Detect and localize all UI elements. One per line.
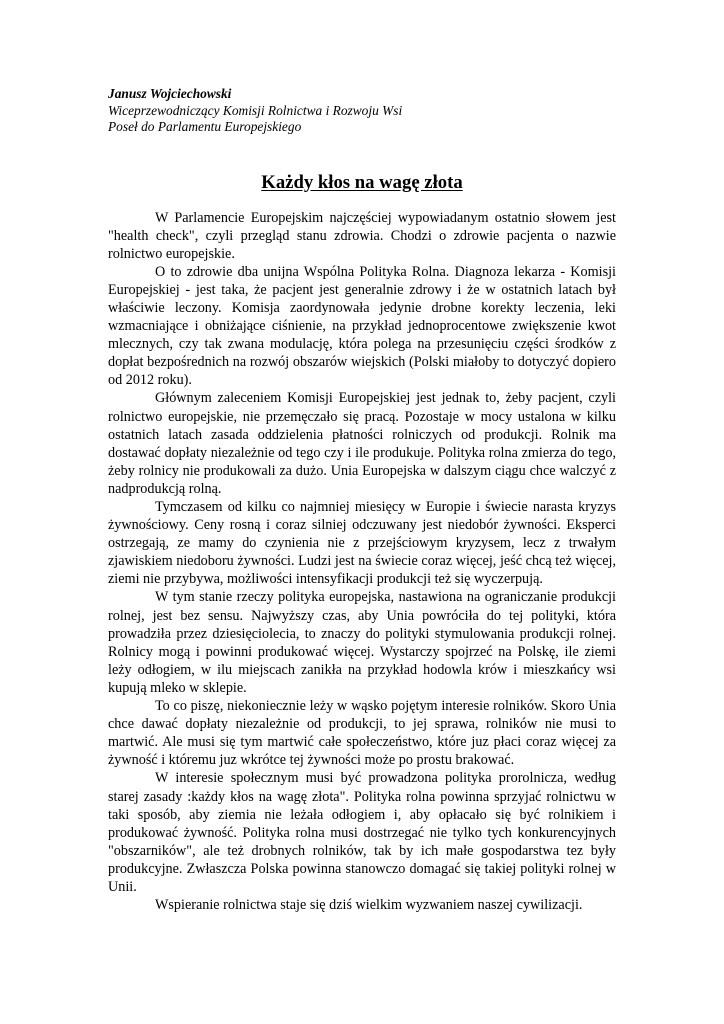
paragraph-7: W interesie społecznym musi być prowadzona polityka prorolnicza, według starej zasady :każdy kłos na wagę złota". Polityka rolna powinna sprzyjać rolnictwu w taki sposób, aby ziemia nie leżała odłogiem i, aby opłacało się być rolnikiem i produkować żywność. Polityka rolna musi dostrzegać nie tylko tych konkurencyjnych "obszarników", ale też drobnych rolników, tak by ich małe gospodarstwa tez były produkcyjne. Zwłaszcza Polska powinna stanowczo domagać się takiej polityki rolnej w Unii.: [108, 770, 616, 895]
author-block: [108, 86, 616, 136]
author-name: Janusz Wojciechowski: [108, 86, 232, 101]
document-page: [108, 86, 616, 914]
paragraph-8: Wspieranie rolnictwa staje się dziś wielkim wyzwaniem naszej cywilizacji.: [155, 897, 583, 914]
paragraph-3: Głównym zaleceniem Komisji Europejskiej jest jednak to, żeby pacjent, czyli rolnictwo europejskie, nie przemęczało się pracą. Pozostaje w mocy ustalona w kilku ostatnich latach zasada oddzielenia płatności rolniczych od produkcji. Rolnik ma dostawać dopłaty niezależnie od tego czy i ile produkuje. Polityka rolna zmierza do tego, żeby rolnicy nie produkowali za dużo. Unia Europejska w dalszym ciągu chce walczyć z nadprodukcją rolną.: [108, 390, 616, 497]
article-title: Każdy kłos na wagę złota: [261, 171, 463, 193]
paragraph-2: O to zdrowie dba unijna Wspólna Polityka Rolna. Diagnoza lekarza - Komisji Europejskiej - jest taka, że pacjent jest generalnie zdrowy i że w ostatnich latach był właściwie leczony. Komisja zaordynowała jedynie drobne korekty leczenia, leki wzmacniające i obniżające ciśnienie, na przykład jednoprocentowe zwiększenie kwot mlecznych, czy tak zwana modulację, która polega na przesunięciu części środków z dopłat bezpośrednich na rozwój obszarów wiejskich (Polski miałoby to dotyczyć dopiero od 2012 roku).: [108, 263, 616, 389]
paragraph-5: W tym stanie rzeczy polityka europejska, nastawiona na ograniczanie produkcji rolnej, jest bez sensu. Najwyższy czas, aby Unia powróciła do tej polityki, która prowadziła przez dziesięciolecia, to znaczy do polityki stymulowania produkcji rolnej. Rolnicy mogą i powinni produkować więcej. Wystarczy spojrzeć na Polskę, ile ziemi leży odłogiem, w ilu miejscach zanikła na przykład hodowla krów i mieszkańcy wsi kupują mleko w sklepie.: [108, 589, 616, 696]
paragraph-1: W Parlamencie Europejskim najczęściej wypowiadanym ostatnio słowem jest "health check", czyli przegląd stanu zdrowia. Chodzi o zdrowie pacjenta o nazwie rolnictwo europejskie.: [108, 209, 616, 262]
author-role-parliament: Poseł do Parlamentu Europejskiego: [108, 119, 302, 134]
paragraph-6: To co piszę, niekoniecznie leży w wąsko pojętym interesie rolników. Skoro Unia chce dawać dopłaty niezależnie od produkcji, to jej sprawa, rolników nie musi to martwić. Ale musi się tym martwić całe społeczeństwo, które juz płaci coraz więcej za żywność i któremu juz wkrótce tej żywności może po prostu brakować.: [108, 698, 616, 769]
paragraph-4: Tymczasem od kilku co najmniej miesięcy w Europie i świecie narasta kryzys żywnościowy. Ceny rosną i coraz silniej odczuwany jest niedobór żywności. Eksperci ostrzegają, ze mamy do czynienia nie z przejściowym kryzysem, lecz z trwałym zjawiskiem niedoboru żywności. Ludzi jest na świecie coraz więcej, jeść chcą też więcej, ziemi nie przybywa, możliwości intensyfikacji produkcji też się wyczerpują.: [108, 499, 616, 588]
article-body: [108, 209, 616, 915]
author-role-committee: Wiceprzewodniczący Komisji Rolnictwa i Rozwoju Wsi: [108, 102, 403, 118]
